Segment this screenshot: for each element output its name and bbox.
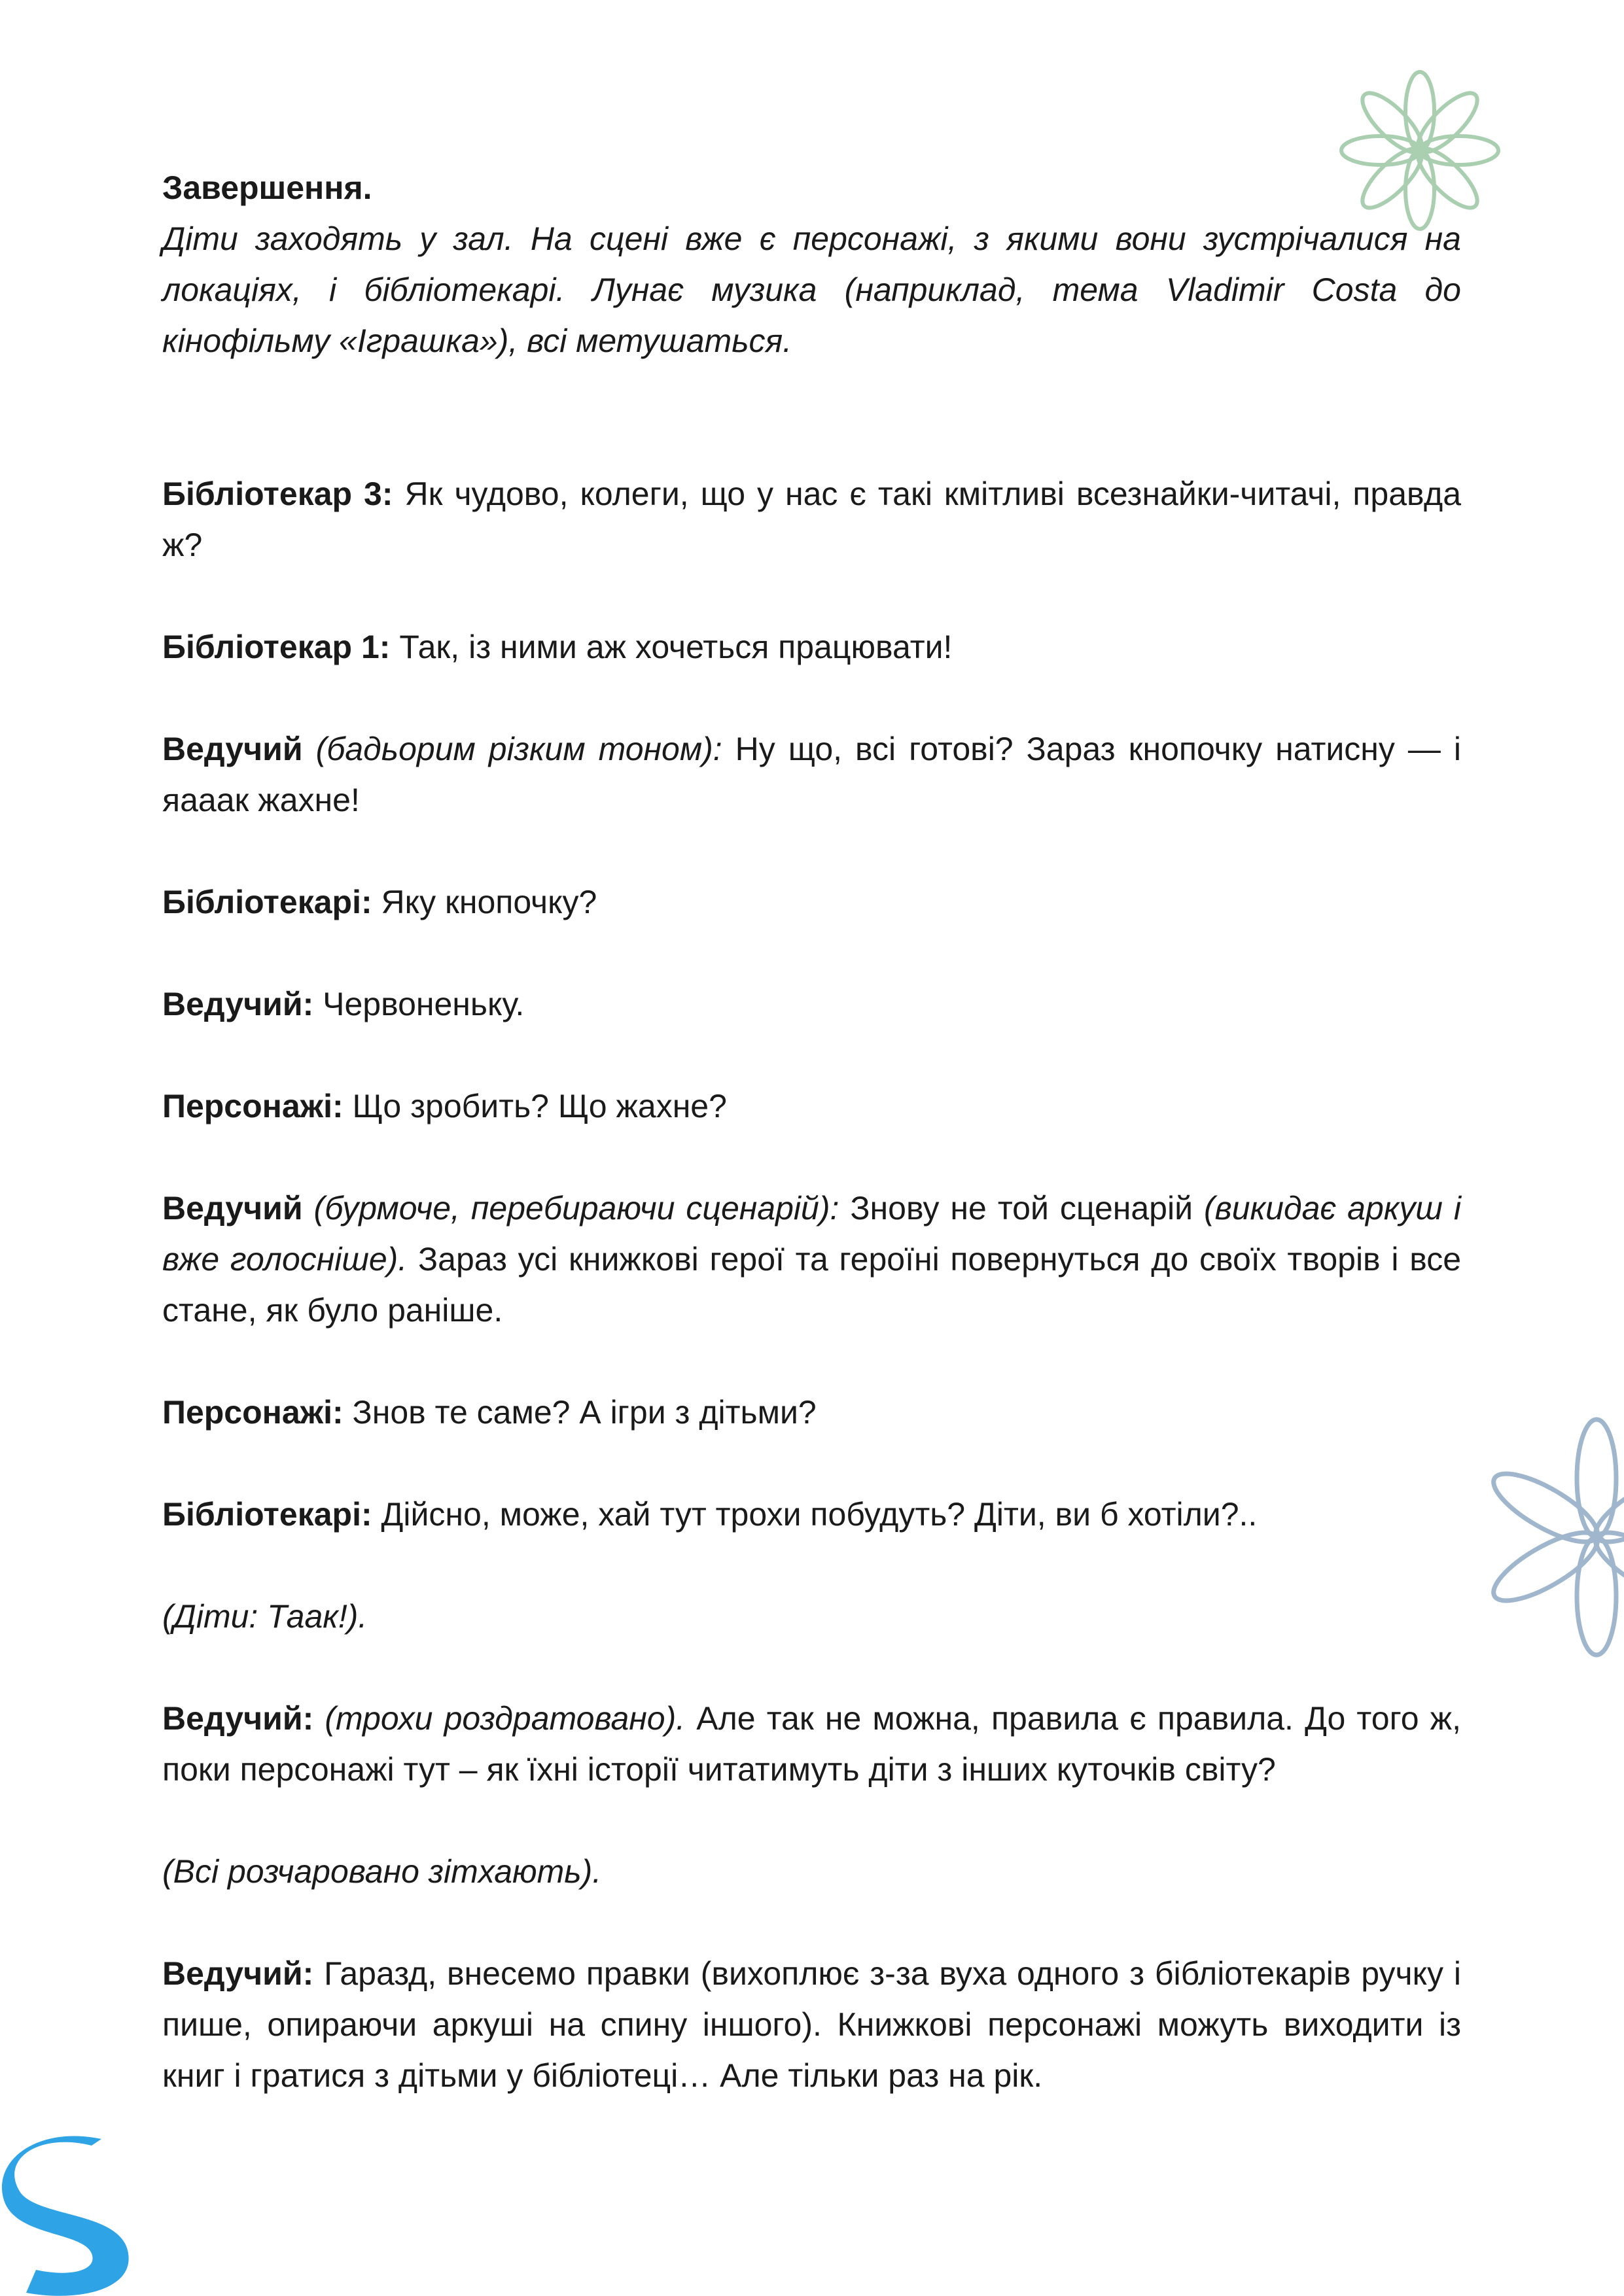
line-text: Дійсно, може, хай тут трохи побудуть? Діти, ви б хотіли?.. bbox=[372, 1496, 1258, 1533]
speaker-name: Персонажі: bbox=[162, 1394, 344, 1431]
stage-direction: (трохи роздратовано). bbox=[313, 1700, 686, 1737]
speaker-name: Ведучий: bbox=[162, 1700, 314, 1737]
speaker-name: Персонажі: bbox=[162, 1088, 344, 1124]
dialogue-line bbox=[162, 1489, 1461, 1540]
line-text: Гаразд, внесемо правки (вихоплює з-за вуха одного з бібліотекарів ручку і пише, опираючи аркуші на спину іншого). Книжкові персонажі можуть виходити із книг і гратися з дітьми у бібліотеці… Але тільки раз на рік. bbox=[162, 1955, 1461, 2094]
line-text: Яку кнопочку? bbox=[372, 884, 597, 920]
speaker-name: Ведучий: bbox=[162, 986, 314, 1022]
dialogue-line bbox=[162, 1183, 1461, 1336]
speaker-name: Бібліотекар 1: bbox=[162, 629, 391, 665]
line-text: Ну що, всі готові? Зараз кнопочку натисну — і яааак жахне! bbox=[162, 731, 1461, 818]
section-heading: Завершення. bbox=[162, 169, 372, 206]
stage-direction: (бурмоче, перебираючи сценарій): bbox=[302, 1190, 839, 1226]
line-text: Але так не можна, правила є правила. До того ж, поки персонажі тут – як їхні історії читатимуть діти з інших куточків світу? bbox=[162, 1700, 1462, 1788]
line-text: Знов те саме? А ігри з дітьми? bbox=[343, 1394, 817, 1431]
corner-logo-mark-icon bbox=[0, 2132, 137, 2296]
speaker-name: Бібліотекарі: bbox=[162, 884, 372, 920]
dialogue-line bbox=[162, 1387, 1461, 1438]
stage-direction: Діти заходять у зал. На сцені вже є персонажі, з якими вони зустрічалися на локаціях, і бібліотекарі. Лунає музика (наприклад, тема Vladimir Costa до кінофільму «Іграшка»), всі метушаться. bbox=[162, 220, 1461, 359]
line-text: Як чудово, колеги, що у нас є такі кмітливі всезнайки-читачі, правда ж? bbox=[162, 476, 1461, 563]
line-text: Зараз усі книжкові герої та героїні повернуться до своїх творів і все стане, як було раніше. bbox=[162, 1241, 1461, 1329]
speaker-name: Ведучий bbox=[162, 1190, 303, 1226]
line-text: Знову не той сценарій bbox=[839, 1190, 1204, 1226]
speaker-name: Бібліотекарі: bbox=[162, 1496, 372, 1533]
dialogue-line bbox=[162, 877, 1461, 928]
dialogue-line bbox=[162, 468, 1461, 570]
script-text bbox=[162, 162, 1461, 2101]
flower-icon bbox=[1472, 1413, 1624, 1661]
dialogue-line bbox=[162, 723, 1461, 826]
dialogue-line bbox=[162, 1693, 1461, 1795]
line-text: Що зробить? Що жахне? bbox=[343, 1088, 727, 1124]
line-text: Так, із ними аж хочеться працювати! bbox=[390, 629, 953, 665]
stage-direction: (викидає аркуш і вже голосніше). bbox=[162, 1190, 1461, 1278]
line-text: Червоненьку. bbox=[313, 986, 525, 1022]
speaker-name: Ведучий: bbox=[162, 1955, 314, 1992]
dialogue-line bbox=[162, 979, 1461, 1030]
speaker-name: Ведучий bbox=[162, 731, 303, 767]
stage-direction: (бадьорим різким тоном): bbox=[302, 731, 722, 767]
stage-direction: (Всі розчаровано зітхають). bbox=[162, 1853, 602, 1890]
dialogue-line bbox=[162, 1948, 1461, 2101]
dialogue-line bbox=[162, 1081, 1461, 1132]
speaker-name: Бібліотекар 3: bbox=[162, 476, 393, 512]
dialogue-line bbox=[162, 621, 1461, 672]
stage-direction: (Діти: Таак!). bbox=[162, 1598, 368, 1635]
